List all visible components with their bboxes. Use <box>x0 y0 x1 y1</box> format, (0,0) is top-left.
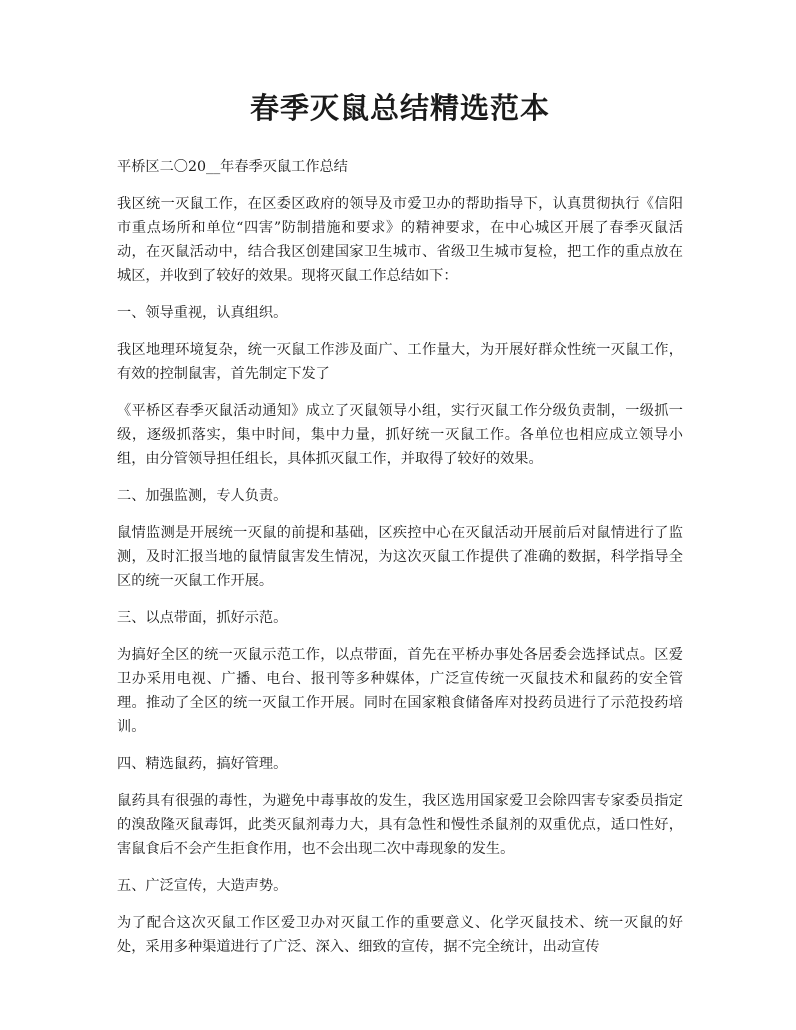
body-paragraph: 鼠药具有很强的毒性，为避免中毒事故的发生，我区选用国家爱卫会除四害专家委员指定的溴敌隆灭鼠毒饵，此类灭鼠剂毒力大，具有急性和慢性杀鼠剂的双重优点，适口性好，害鼠食后不会产生拒食作用，也不会出现二次中毒现象的发生。 <box>117 793 683 857</box>
intro-paragraph: 我区统一灭鼠工作，在区委区政府的领导及市爱卫办的帮助指导下，认真贯彻执行《信阳市重点场所和单位“四害”防制措施和要求》的精神要求，在中心城区开展了春季灭鼠活动，在灭鼠活动中，结合我区创建国家卫生城市、省级卫生城市复检，把工作的重点放在城区，并收到了较好的效果。现将灭鼠工作总结如下： <box>117 196 683 284</box>
body-paragraph: 我区地理环境复杂，统一灭鼠工作涉及面广、工作量大，为开展好群众性统一灭鼠工作，有效的控制鼠害，首先制定下发了 <box>117 342 683 382</box>
section-heading-3: 三、以点带面，抓好示范。 <box>117 610 288 626</box>
document-page <box>117 88 683 972</box>
section-heading-2: 二、加强监测，专人负责。 <box>117 488 288 504</box>
section-heading-5: 五、广泛宣传，大造声势。 <box>117 878 288 894</box>
body-paragraph: 为了配合这次灭鼠工作区爱卫办对灭鼠工作的重要意义、化学灭鼠技术、统一灭鼠的好处，采用多种渠道进行了广泛、深入、细致的宣传，据不完全统计，出动宣传 <box>117 915 683 955</box>
section-heading-4: 四、精选鼠药，搞好管理。 <box>117 756 288 772</box>
doc-subtitle: 平桥区二〇20__年春季灭鼠工作总结 <box>117 159 348 175</box>
body-paragraph: 《平桥区春季灭鼠活动通知》成立了灭鼠领导小组，实行灭鼠工作分级负责制，一级抓一级，逐级抓落实，集中时间，集中力量，抓好统一灭鼠工作。各单位也相应成立领导小组，由分管领导担任组长，具体抓灭鼠工作，并取得了较好的效果。 <box>117 403 683 467</box>
section-heading-1: 一、领导重视，认真组织。 <box>117 305 288 321</box>
document-title: 春季灭鼠总结精选范本 <box>249 91 550 125</box>
body-paragraph: 为搞好全区的统一灭鼠示范工作，以点带面，首先在平桥办事处各居委会选择试点。区爱卫办采用电视、广播、电台、报刊等多种媒体，广泛宣传统一灭鼠技术和鼠药的安全管理。推动了全区的统一灭鼠工作开展。同时在国家粮食储备库对投药员进行了示范投药培训。 <box>117 647 683 735</box>
body-paragraph: 鼠情监测是开展统一灭鼠的前提和基础，区疾控中心在灭鼠活动开展前后对鼠情进行了监测，及时汇报当地的鼠情鼠害发生情况，为这次灭鼠工作提供了准确的数据，科学指导全区的统一灭鼠工作开展。 <box>117 525 683 589</box>
